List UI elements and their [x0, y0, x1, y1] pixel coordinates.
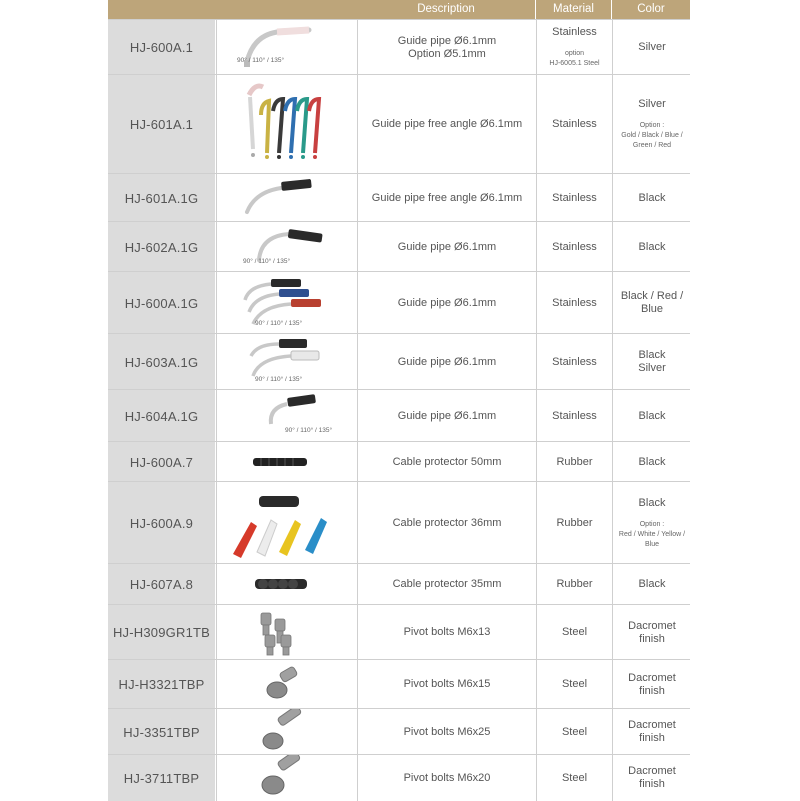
color-value: finish [639, 732, 665, 744]
description-cell: Guide pipe free angle Ø6.1mm [357, 75, 536, 174]
table-row [108, 754, 690, 801]
table-row [108, 333, 690, 390]
description-cell: Guide pipe Ø6.1mm [357, 222, 536, 272]
angle-label: 90° / 110° / 135° [285, 427, 333, 434]
table-row [108, 389, 690, 442]
cable-protector-icon [217, 442, 357, 482]
pivot-bolt-set-icon [217, 605, 357, 660]
color-value: Silver [638, 362, 666, 374]
pivot-bolt-icon [217, 755, 357, 801]
guide-pipe-icon [217, 20, 357, 75]
color-cell: Black [612, 564, 691, 605]
color-value: Dacromet [628, 765, 676, 777]
product-image-cell [216, 709, 357, 755]
description-cell: Pivot bolts M6x13 [357, 605, 536, 660]
material-cell: Steel [536, 605, 612, 660]
material-cell: Stainless [536, 174, 612, 222]
color-cell [612, 75, 691, 174]
product-image-cell [216, 660, 357, 709]
product-image-cell [216, 564, 357, 605]
model-cell: HJ-H3321TBP [108, 660, 215, 709]
model-cell: HJ-600A.1G [108, 272, 215, 334]
color-cell [612, 755, 691, 801]
product-image-cell [216, 75, 357, 174]
description-cell: Guide pipe Ø6.1mm [357, 390, 536, 442]
material-cell: Rubber [536, 482, 612, 564]
table-header [108, 0, 690, 19]
model-cell: HJ-3351TBP [108, 709, 215, 755]
description-cell: Cable protector 35mm [357, 564, 536, 605]
material-cell: Stainless [536, 390, 612, 442]
header-description: Description [417, 3, 475, 15]
guide-pipe-icon [217, 390, 357, 442]
product-image-cell [216, 334, 357, 390]
model-cell: HJ-602A.1G [108, 222, 215, 272]
table-row [108, 659, 690, 709]
guide-pipe-set-icon [217, 75, 357, 174]
product-image-cell [216, 272, 357, 334]
table-row [108, 563, 690, 605]
product-image-cell [216, 390, 357, 442]
description-cell [357, 20, 536, 75]
angle-label: 90° / 110° / 135° [243, 258, 291, 265]
color-value: finish [639, 778, 665, 790]
model-cell: HJ-607A.8 [108, 564, 215, 605]
model-cell: HJ-H309GR1TB [108, 605, 215, 660]
model-cell: HJ-601A.1 [108, 75, 215, 174]
color-note: Gold / Black / Blue / [621, 132, 683, 139]
material-cell [536, 20, 612, 75]
material-cell: Stainless [536, 75, 612, 174]
product-image-cell [216, 222, 357, 272]
product-image-cell [216, 174, 357, 222]
color-cell [612, 660, 691, 709]
table-row [108, 173, 690, 222]
color-cell: Silver [612, 20, 691, 75]
color-value: Dacromet [628, 671, 676, 684]
product-table [108, 0, 690, 800]
pivot-bolt-icon [217, 660, 357, 709]
cable-protector-icon [217, 564, 357, 605]
table-row [108, 221, 690, 272]
color-cell: Black [612, 442, 691, 482]
product-image-cell [216, 605, 357, 660]
description-cell: Pivot bolts M6x25 [357, 709, 536, 755]
angle-label: 90° / 110° / 135° [255, 376, 303, 383]
material-cell: Rubber [536, 442, 612, 482]
color-value: Blue [640, 303, 664, 315]
product-image-cell [216, 482, 357, 564]
description-line: Option Ø5.1mm [408, 47, 486, 60]
description-cell: Cable protector 36mm [357, 482, 536, 564]
color-value: finish [639, 684, 665, 697]
table-row [108, 441, 690, 482]
color-value: finish [639, 632, 665, 645]
model-cell: HJ-600A.9 [108, 482, 215, 564]
color-note: Blue [644, 540, 659, 548]
material-value: Stainless [552, 26, 597, 38]
color-note: Green / Red [632, 142, 672, 149]
material-note: HJ-6005.1 Steel [549, 60, 600, 67]
model-cell: HJ-604A.1G [108, 390, 215, 442]
material-cell: Steel [536, 709, 612, 755]
material-cell: Stainless [536, 222, 612, 272]
material-note: option [564, 50, 585, 57]
color-value: Black [638, 496, 666, 509]
description-cell: Pivot bolts M6x20 [357, 755, 536, 801]
table-row [108, 19, 690, 75]
color-cell: Black [612, 174, 691, 222]
color-cell [612, 482, 691, 564]
model-cell: HJ-600A.7 [108, 442, 215, 482]
model-cell: HJ-600A.1 [108, 20, 215, 75]
table-row [108, 481, 690, 564]
material-cell: Stainless [536, 334, 612, 390]
color-note: Option : [639, 520, 665, 528]
header-material: Material [553, 3, 594, 15]
color-note: Option : [639, 122, 665, 129]
color-value: Black [638, 349, 666, 361]
color-cell [612, 605, 691, 660]
model-cell: HJ-603A.1G [108, 334, 215, 390]
product-image-cell [216, 442, 357, 482]
table-row [108, 271, 690, 334]
color-value: Silver [638, 98, 666, 110]
color-cell: Black [612, 390, 691, 442]
product-image-cell [216, 755, 357, 801]
material-cell: Steel [536, 755, 612, 801]
material-cell: Steel [536, 660, 612, 709]
color-value: Dacromet [628, 619, 676, 632]
model-cell: HJ-601A.1G [108, 174, 215, 222]
color-cell [612, 334, 691, 390]
cable-protector-set-icon [217, 482, 357, 564]
color-cell [612, 272, 691, 334]
description-line: Guide pipe Ø6.1mm [397, 34, 497, 47]
color-value: Black / Red / [620, 290, 684, 302]
color-cell: Black [612, 222, 691, 272]
description-cell: Pivot bolts M6x15 [357, 660, 536, 709]
material-cell: Stainless [536, 272, 612, 334]
description-cell: Cable protector 50mm [357, 442, 536, 482]
header-color: Color [637, 3, 665, 15]
color-note: Red / White / Yellow / [618, 530, 686, 538]
angle-label: 90° / 110° / 135° [255, 320, 303, 327]
description-cell: Guide pipe free angle Ø6.1mm [357, 174, 536, 222]
table-row [108, 708, 690, 755]
pivot-bolt-icon [217, 709, 357, 755]
color-cell [612, 709, 691, 755]
product-image-cell [216, 20, 357, 75]
description-cell: Guide pipe Ø6.1mm [357, 272, 536, 334]
model-cell: HJ-3711TBP [108, 755, 215, 801]
material-cell: Rubber [536, 564, 612, 605]
color-value: Dacromet [628, 719, 676, 731]
table-row [108, 604, 690, 660]
description-cell: Guide pipe Ø6.1mm [357, 334, 536, 390]
table-row [108, 74, 690, 174]
angle-label: 90° / 110° / 135° [237, 57, 285, 64]
guide-pipe-icon [217, 174, 357, 222]
